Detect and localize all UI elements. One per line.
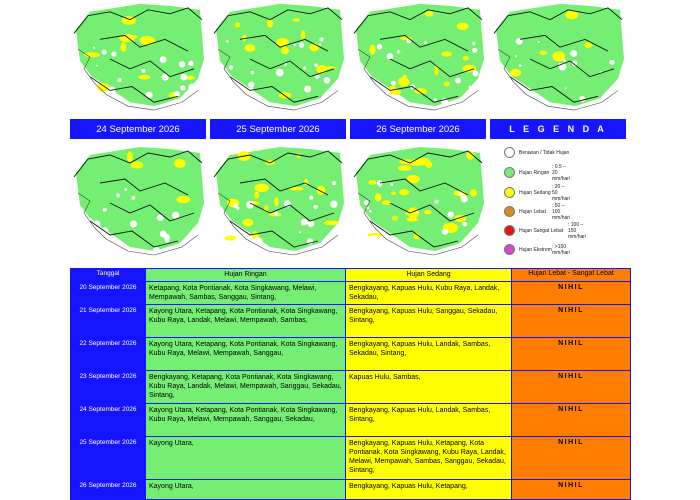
legend-value: : >150 mm/hari xyxy=(552,243,571,256)
forecast-map xyxy=(490,0,626,116)
legend-label: Hujan Sedang xyxy=(519,189,551,196)
row-hujan-lebat: NIHIL xyxy=(512,371,631,404)
row-hujan-lebat: NIHIL xyxy=(512,338,631,371)
legend-swatch-icon xyxy=(504,244,515,255)
legend-swatch-icon xyxy=(504,147,515,158)
header-date: Tanggal xyxy=(71,269,146,282)
row-hujan-sedang: Bengkayang, Kapuas Hulu, Kubu Raya, Landak, Sekadau, xyxy=(346,282,512,305)
row-hujan-sedang: Bengkayang, Kapuas Hulu, Landak, Sambas, Sekadau, Sintang, xyxy=(346,338,512,371)
forecast-map xyxy=(350,0,486,116)
row-hujan-sedang: Bengkayang, Kapuas Hulu, Sanggau, Sekadau, Sintang, xyxy=(346,305,512,338)
legend-title: L E G E N D A xyxy=(490,119,626,139)
row-hujan-sedang: Bengkayang, Kapuas Hulu, Ketapang, Kota Pontianak, Kota Singkawang, Kubu Raya, Landak, Melawi, Mempawah, Sambas, Sanggau, Sekadau, Sintang, xyxy=(346,437,512,480)
forecast-map xyxy=(70,143,206,261)
forecast-map xyxy=(70,0,206,116)
legend-item xyxy=(504,243,571,256)
table-header-row xyxy=(71,269,631,282)
legend-label: Hujan Ekstrem xyxy=(519,246,552,253)
row-date: 26 September 2026 xyxy=(71,480,146,500)
row-hujan-lebat: NIHIL xyxy=(512,480,631,500)
date-label: 24 September 2026 xyxy=(70,119,206,139)
legend-value: : 50 – 100 mm/hari xyxy=(552,202,571,221)
row-hujan-ringan: Kayong Utara, xyxy=(146,437,346,480)
legend-swatch-icon xyxy=(504,187,515,198)
legend-swatch-icon xyxy=(504,206,515,217)
row-hujan-lebat: NIHIL xyxy=(512,305,631,338)
row-date: 23 September 2026 xyxy=(71,371,146,404)
legend-swatch-icon xyxy=(504,167,515,178)
row-hujan-lebat: NIHIL xyxy=(512,282,631,305)
legend-label: Hujan Sangat Lebat xyxy=(519,227,564,234)
row-hujan-lebat: NIHIL xyxy=(512,437,631,480)
legend-item xyxy=(504,147,569,158)
table-row xyxy=(71,305,631,338)
legend-label: Hujan Lebat xyxy=(519,208,546,215)
legend-item xyxy=(504,183,571,202)
forecast-map xyxy=(210,143,346,261)
table-row xyxy=(71,371,631,404)
forecast-maps-top-row xyxy=(70,0,628,116)
row-date: 24 September 2026 xyxy=(71,404,146,437)
header-hujan-sedang: Hujan Sedang xyxy=(346,269,512,282)
row-hujan-ringan: Kayong Utara, Ketapang, Kota Pontianak, Kota Singkawang, Kubu Raya, Melawi, Mempawah, Sanggau, xyxy=(146,338,346,371)
forecast-map xyxy=(350,143,486,261)
table-row xyxy=(71,437,631,480)
legend-value: : 20 – 50 mm/hari xyxy=(552,183,571,202)
legend-item xyxy=(504,163,571,182)
table-row xyxy=(71,282,631,305)
row-date: 20 September 2026 xyxy=(71,282,146,305)
row-hujan-sedang: Bengkayang, Kapuas Hulu, Ketapang, xyxy=(346,480,512,500)
row-hujan-ringan: Kayong Utara, Ketapang, Kota Pontianak, Kota Singkawang, Kubu Raya, Melawi, Mempawah, Sanggau, Sekadau, xyxy=(146,404,346,437)
row-date: 21 September 2026 xyxy=(71,305,146,338)
row-hujan-ringan: Kayong Utara, Ketapang, Kota Pontianak, Kota Singkawang, Kubu Raya, Landak, Melawi, Mempawah, Sambas, xyxy=(146,305,346,338)
row-hujan-lebat: NIHIL xyxy=(512,404,631,437)
table-row xyxy=(71,404,631,437)
legend-swatch-icon xyxy=(504,225,515,236)
date-label: 26 September 2026 xyxy=(350,119,486,139)
legend-label: Berawan / Tidak Hujan xyxy=(519,149,570,156)
date-label: 25 September 2026 xyxy=(210,119,346,139)
legend-panel xyxy=(494,143,628,260)
legend-value: : 100 – 150 mm/hari xyxy=(568,221,587,240)
header-hujan-lebat: Hujan Lebat - Sangat Lebat xyxy=(512,269,631,282)
header-hujan-ringan: Hujan Ringan xyxy=(146,269,346,282)
row-date: 25 September 2026 xyxy=(71,437,146,480)
forecast-map xyxy=(210,0,346,116)
table-row xyxy=(71,338,631,371)
forecast-table xyxy=(70,268,631,500)
row-date: 22 September 2026 xyxy=(71,338,146,371)
table-row xyxy=(71,480,631,500)
legend-label: Hujan Ringan xyxy=(519,169,550,176)
row-hujan-sedang: Bengkayang, Kapuas Hulu, Landak, Sambas, Sintang, xyxy=(346,404,512,437)
row-hujan-sedang: Kapuas Hulu, Sambas, xyxy=(346,371,512,404)
row-hujan-ringan: Ketapang, Kota Pontianak, Kota Singkawang, Melawi, Mempawah, Sambas, Sanggau, Sintang, xyxy=(146,282,346,305)
legend-item xyxy=(504,221,587,240)
legend-value: : 0.5 – 20 mm/hari xyxy=(552,163,571,182)
date-label-row xyxy=(70,119,628,139)
row-hujan-ringan: Bengkayang, Ketapang, Kota Pontianak, Kota Singkawang, Kubu Raya, Landak, Melawi, Mempawah, Sanggau, Sekadau, Sintang, xyxy=(146,371,346,404)
legend-item xyxy=(504,202,571,221)
row-hujan-ringan: Kayong Utara, xyxy=(146,480,346,500)
